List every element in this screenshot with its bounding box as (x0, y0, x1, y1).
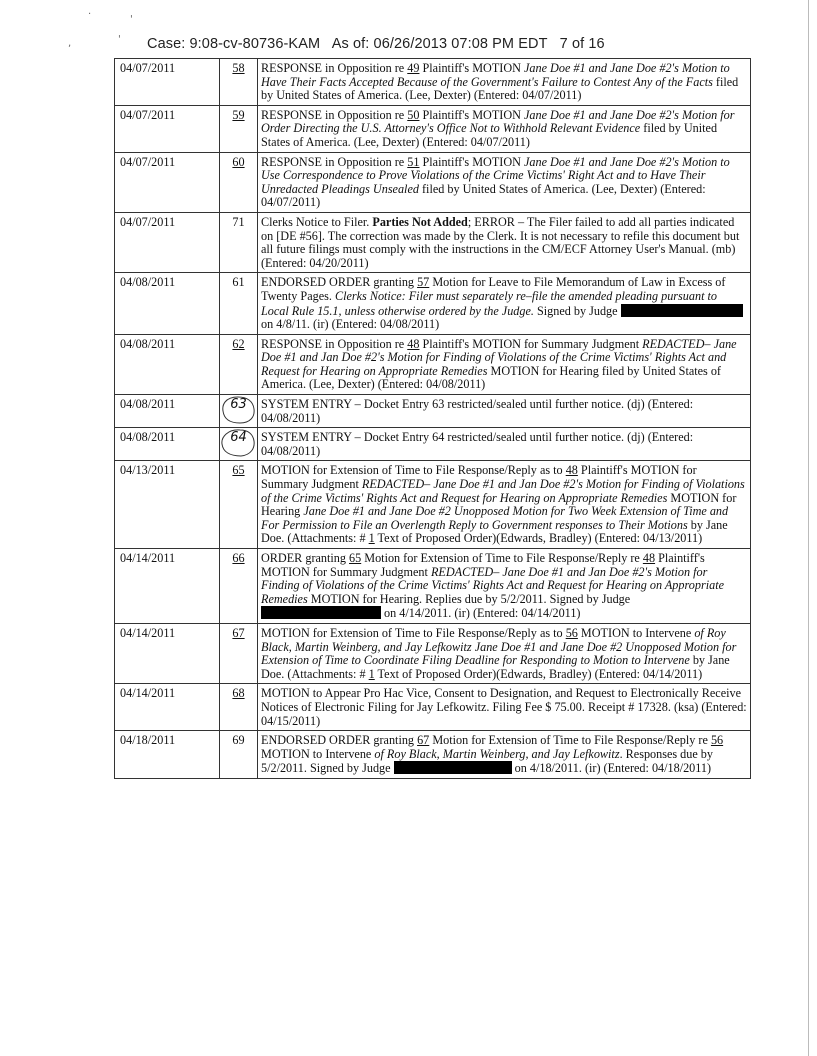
entry-text: ORDER granting 65 Motion for Extension of Time to File Response/Reply re 48 Plaintiff's MOTION for Summary Judgment REDACTED– Jane Doe #1 and Jan Doe #2's Motion for Finding of Violations of the Crime Victims' Rights Act and Request for Hearing on Appropriate Remedies MOTION for Hearing. Replies due by 5/2/2011. Signed by Judge on 4/14/2011. (ir) (Entered: 04/14/2011) (258, 549, 751, 624)
redaction-bar (621, 304, 743, 317)
table-row (115, 428, 751, 461)
table-row (115, 731, 751, 779)
entry-date: 04/13/2011 (115, 461, 220, 549)
scan-speck: ' (130, 14, 133, 25)
doc-ref-link[interactable]: 65 (349, 551, 362, 565)
scan-speck: ' (118, 34, 121, 45)
entry-number-link[interactable]: 60 (232, 154, 245, 169)
entry-text: ENDORSED ORDER granting 57 Motion for Leave to File Memorandum of Law in Excess of Twenty Pages. Clerks Notice: Filer must separately re–file the amended pleading pursuant to Local Rule 15.1, unless otherwise ordered by the Judge. Signed by Judge on 4/8/11. (ir) (Entered: 04/08/2011) (258, 273, 751, 334)
doc-ref-link[interactable]: 48 (407, 336, 420, 351)
page-header: Case: 9:08-cv-80736-KAM As of: 06/26/2013 07:08 PM EDT 7 of 16 (147, 36, 605, 52)
table-row (115, 334, 751, 394)
redaction-bar (261, 606, 381, 619)
entry-date: 04/14/2011 (115, 549, 220, 624)
entry-text: SYSTEM ENTRY – Docket Entry 64 restricted/sealed until further notice. (dj) (Entered: 04/08/2011) (258, 428, 751, 461)
entry-text: RESPONSE in Opposition re 49 Plaintiff's MOTION Jane Doe #1 and Jane Doe #2's Motion to Have Their Facts Accepted Because of the Government's Failure to Contest Any of the Facts filed by United States of America. (Lee, Dexter) (Entered: 04/07/2011) (258, 59, 751, 106)
entry-date: 04/08/2011 (115, 273, 220, 334)
doc-ref-link[interactable]: 51 (407, 154, 420, 169)
entry-date: 04/07/2011 (115, 59, 220, 106)
entry-text: Clerks Notice to Filer. Parties Not Added; ERROR – The Filer failed to add all parties indicated on [DE #56]. The correction was made by the Clerk. It is not necessary to refile this document but all future filings must comply with the instructions in the CM/ECF Attorney User's Manual. (mb) (Entered: 04/20/2011) (258, 212, 751, 272)
scan-speck: , (68, 38, 72, 49)
docket-table (114, 58, 751, 779)
entry-number: 69 (232, 733, 245, 748)
entry-number: 61 (232, 275, 245, 290)
entry-date: 04/08/2011 (115, 428, 220, 461)
entry-text: SYSTEM ENTRY – Docket Entry 63 restricted/sealed until further notice. (dj) (Entered: 04/08/2011) (258, 395, 751, 428)
entry-text: RESPONSE in Opposition re 50 Plaintiff's MOTION Jane Doe #1 and Jane Doe #2's Motion for Order Directing the U.S. Attorney's Office Not to Withhold Relevant Evidence filed by United States of America. (Lee, Dexter) (Entered: 04/07/2011) (258, 105, 751, 152)
doc-ref-link[interactable]: 49 (407, 61, 420, 75)
table-row (115, 461, 751, 549)
entry-number: 71 (232, 214, 245, 229)
table-row (115, 105, 751, 152)
doc-ref-link[interactable]: 56 (565, 625, 578, 640)
table-row (115, 623, 751, 683)
entry-text: MOTION for Extension of Time to File Response/Reply as to 48 Plaintiff's MOTION for Summary Judgment REDACTED– Jane Doe #1 and Jan Doe #2's Motion for Finding of Violations of the Crime Victims' Rights Act and Request for Hearing on Appropriate Remedies MOTION for Hearing Jane Doe #1 and Jane Doe #2 Unopposed Motion for Two Week Extension of Time and For Permission to File an Overlength Reply to Government responses to Their Motions by Jane Doe. (Attachments: # 1 Text of Proposed Order)(Edwards, Bradley) (Entered: 04/13/2011) (258, 461, 751, 549)
handwritten-entry-number: 64 (230, 430, 247, 446)
entry-number-link[interactable]: 66 (232, 551, 245, 565)
scan-speck: . (88, 6, 92, 17)
attachment-link[interactable]: 1 (368, 531, 375, 546)
entry-date: 04/14/2011 (115, 684, 220, 731)
entry-date: 04/18/2011 (115, 731, 220, 779)
doc-ref-link[interactable]: 56 (710, 733, 724, 748)
entry-number-link[interactable]: 58 (232, 61, 245, 75)
table-row (115, 212, 751, 272)
entry-number-link[interactable]: 65 (232, 463, 245, 478)
entry-date: 04/14/2011 (115, 623, 220, 683)
attachment-link[interactable]: 1 (368, 666, 375, 681)
entry-number-link[interactable]: 62 (232, 336, 245, 351)
entry-text: MOTION to Appear Pro Hac Vice, Consent to Designation, and Request to Electronically Receive Notices of Electronic Filing for Jay Lefkowitz. Filing Fee $ 75.00. Receipt # 17328. (ksa) (Entered: 04/15/2011) (258, 684, 751, 731)
table-row (115, 395, 751, 428)
table-row (115, 59, 751, 106)
table-row (115, 152, 751, 212)
entry-text: RESPONSE in Opposition re 48 Plaintiff's MOTION for Summary Judgment REDACTED– Jane Doe #1 and Jan Doe #2's Motion for Finding of Violations of the Crime Victims' Rights Act and Request for Hearing on Appropriate Remedies MOTION for Hearing filed by United States of America. (Lee, Dexter) (Entered: 04/08/2011) (258, 334, 751, 394)
handwritten-entry-number: 63 (230, 397, 247, 413)
entry-text: RESPONSE in Opposition re 51 Plaintiff's MOTION Jane Doe #1 and Jane Doe #2's Motion to Use Correspondence to Prove Violations of the Crime Victims' Right Act and to Have Their Unredacted Pleadings Unsealed filed by United States of America. (Lee, Dexter) (Entered: 04/07/2011) (258, 152, 751, 212)
entry-number-link[interactable]: 59 (232, 107, 245, 122)
entry-date: 04/07/2011 (115, 105, 220, 152)
entry-text: MOTION for Extension of Time to File Response/Reply as to 56 MOTION to Intervene of Roy Black, Martin Weinberg, and Jay Lefkowitz Jane Doe #1 and Jane Doe #2 Unopposed Motion for Extension of Time to Coordinate Filing Deadline for Responding to Motion to Intervene by Jane Doe. (Attachments: # 1 Text of Proposed Order)(Edwards, Bradley) (Entered: 04/14/2011) (258, 623, 751, 683)
entry-number-link[interactable]: 67 (232, 625, 245, 640)
page-edge (808, 0, 809, 1056)
entry-date: 04/07/2011 (115, 152, 220, 212)
doc-ref-link[interactable]: 57 (417, 275, 430, 290)
entry-date: 04/07/2011 (115, 212, 220, 272)
entry-text: ENDORSED ORDER granting 67 Motion for Extension of Time to File Response/Reply re 56 MOTION to Intervene of Roy Black, Martin Weinberg, and Jay Lefkowitz. Responses due by 5/2/2011. Signed by Judge on 4/18/2011. (ir) (Entered: 04/18/2011) (258, 731, 751, 779)
table-row (115, 273, 751, 334)
table-row (115, 684, 751, 731)
doc-ref-link[interactable]: 48 (565, 463, 578, 478)
redaction-bar (394, 761, 512, 774)
entry-date: 04/08/2011 (115, 334, 220, 394)
entry-number-link[interactable]: 68 (232, 686, 245, 701)
table-row (115, 549, 751, 624)
entry-date: 04/08/2011 (115, 395, 220, 428)
doc-ref-link[interactable]: 48 (642, 551, 656, 565)
doc-ref-link[interactable]: 50 (407, 107, 420, 122)
doc-ref-link[interactable]: 67 (417, 733, 430, 748)
